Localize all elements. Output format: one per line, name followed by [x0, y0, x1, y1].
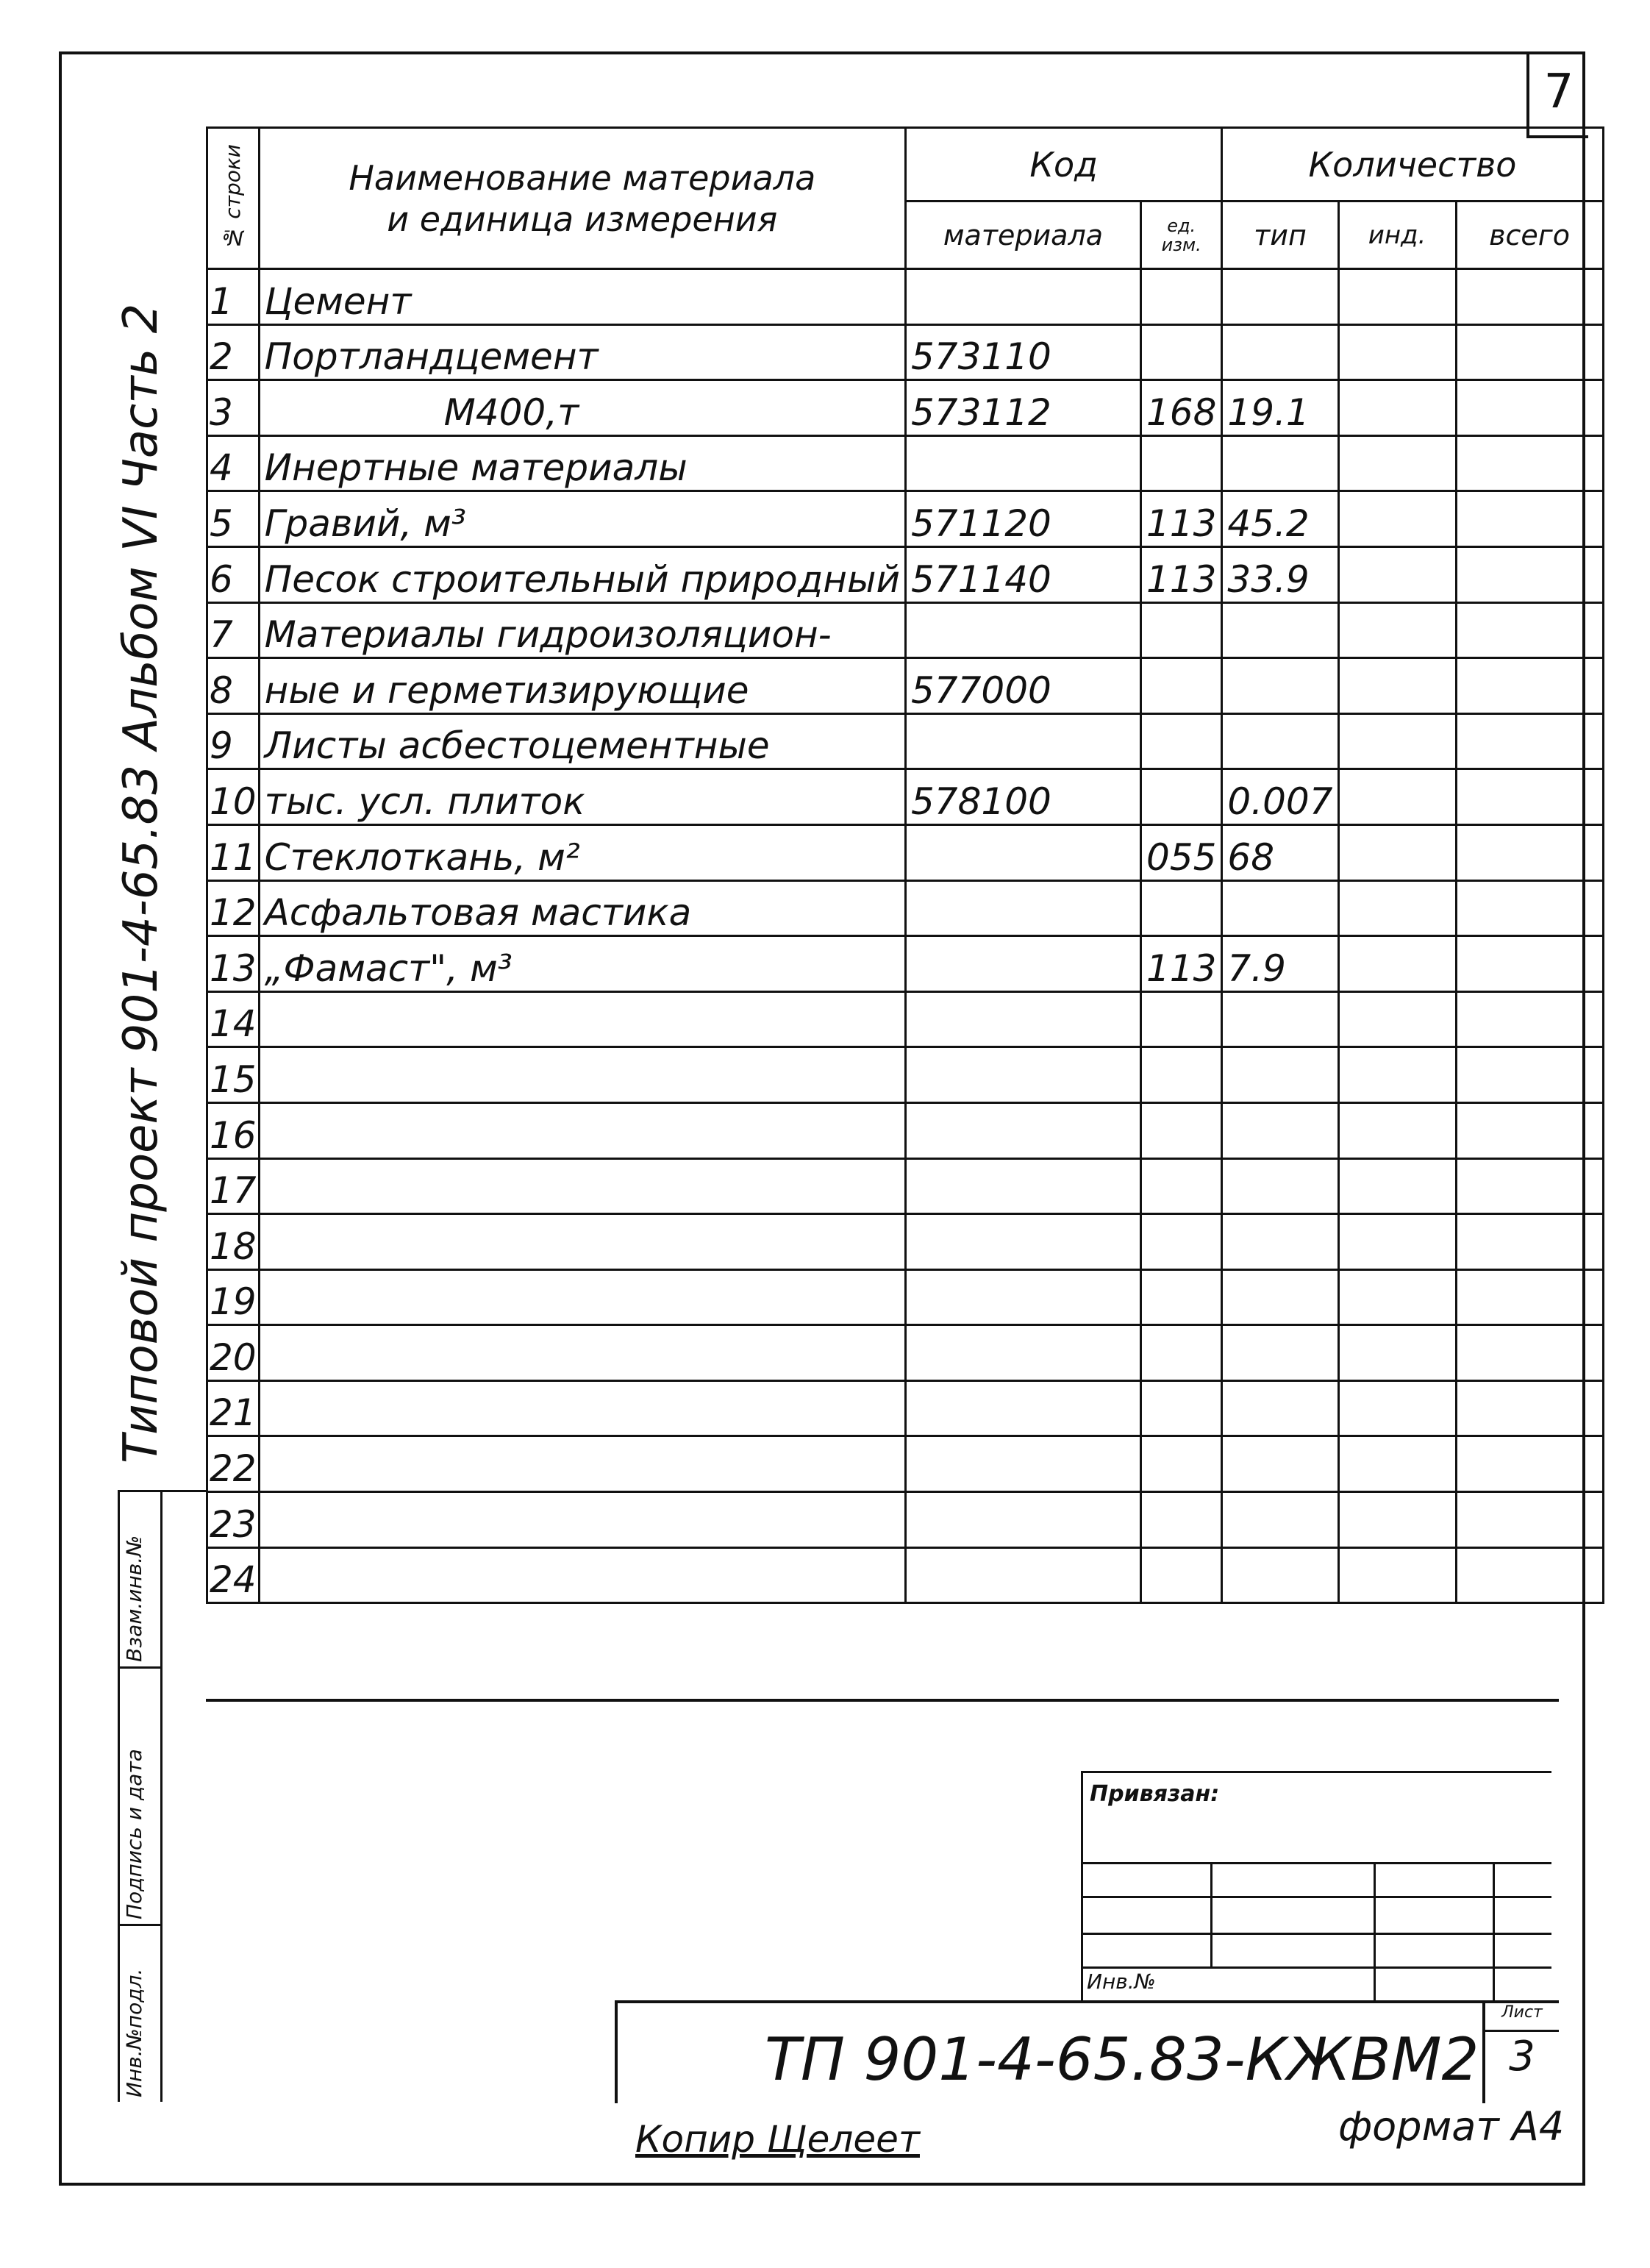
- qty-type: [1222, 1158, 1338, 1214]
- unit-code: [1140, 1547, 1221, 1603]
- material-code: 577000: [905, 658, 1140, 714]
- qty-total: [1456, 936, 1603, 992]
- unit-code: 113: [1140, 491, 1221, 547]
- qty-total: [1456, 324, 1603, 380]
- table-row: [207, 1047, 1604, 1103]
- material-code: 573110: [905, 324, 1140, 380]
- row-number: 6: [207, 546, 260, 602]
- row-number: 18: [207, 1214, 260, 1270]
- header-quantity: Количество: [1222, 128, 1603, 202]
- material-name: [259, 1325, 905, 1381]
- table-row: [207, 602, 1604, 658]
- unit-code: [1140, 1436, 1221, 1492]
- stamp-grid: [1081, 1771, 1551, 2000]
- table-row: [207, 769, 1604, 825]
- qty-ind: [1338, 1380, 1456, 1436]
- row-number: 17: [207, 1158, 260, 1214]
- row-number: 24: [207, 1547, 260, 1603]
- qty-total: [1456, 1158, 1603, 1214]
- table-row: [207, 435, 1604, 491]
- unit-code: [1140, 1380, 1221, 1436]
- unit-code: [1140, 1158, 1221, 1214]
- row-number: 9: [207, 713, 260, 769]
- table-row: [207, 491, 1604, 547]
- qty-ind: [1338, 713, 1456, 769]
- unit-code: 113: [1140, 936, 1221, 992]
- material-code: 571120: [905, 491, 1140, 547]
- table-row: [207, 380, 1604, 436]
- footer-format: формат А4: [1338, 2103, 1565, 2150]
- material-name: [259, 1047, 905, 1103]
- header-row-number: № строки: [207, 128, 260, 269]
- table-row: [207, 1269, 1604, 1325]
- header-code-material: материала: [905, 202, 1140, 269]
- table-row: [207, 324, 1604, 380]
- qty-ind: [1338, 769, 1456, 825]
- header-code-unit: ед. изм.: [1140, 202, 1221, 269]
- table-row: [207, 880, 1604, 936]
- row-number: 4: [207, 435, 260, 491]
- unit-code: 055: [1140, 824, 1221, 880]
- material-name: М400,т: [259, 380, 905, 436]
- row-number: 19: [207, 1269, 260, 1325]
- material-name: тыс. усл. плиток: [259, 769, 905, 825]
- unit-code: [1140, 1047, 1221, 1103]
- material-code: [905, 1325, 1140, 1381]
- sheet-cell: [1482, 2003, 1559, 2103]
- row-number: 13: [207, 936, 260, 992]
- qty-total: [1456, 824, 1603, 880]
- material-name: Инертные материалы: [259, 435, 905, 491]
- material-name: [259, 1492, 905, 1548]
- table-row: [207, 1436, 1604, 1492]
- row-number: 3: [207, 380, 260, 436]
- table-row: [207, 269, 1604, 325]
- qty-type: [1222, 324, 1338, 380]
- qty-total: [1456, 1269, 1603, 1325]
- row-number: 21: [207, 1380, 260, 1436]
- unit-code: [1140, 1492, 1221, 1548]
- material-code: [905, 1436, 1140, 1492]
- qty-ind: [1338, 1047, 1456, 1103]
- row-number: 2: [207, 324, 260, 380]
- table-row: [207, 546, 1604, 602]
- row-number: 14: [207, 991, 260, 1047]
- unit-code: [1140, 658, 1221, 714]
- material-name: „Фамаст", м³: [259, 936, 905, 992]
- qty-type: [1222, 435, 1338, 491]
- material-name: Цемент: [259, 269, 905, 325]
- qty-type: 45.2: [1222, 491, 1338, 547]
- qty-type: [1222, 1325, 1338, 1381]
- qty-ind: [1338, 1436, 1456, 1492]
- qty-ind: [1338, 1492, 1456, 1548]
- qty-ind: [1338, 1269, 1456, 1325]
- row-number: 16: [207, 1102, 260, 1158]
- qty-ind: [1338, 991, 1456, 1047]
- qty-type: [1222, 658, 1338, 714]
- material-name: [259, 1380, 905, 1436]
- material-name: [259, 1269, 905, 1325]
- unit-code: [1140, 713, 1221, 769]
- qty-ind: [1338, 1214, 1456, 1270]
- qty-type: [1222, 1492, 1338, 1548]
- row-number: 1: [207, 269, 260, 325]
- materials-table: [206, 126, 1604, 1604]
- material-name: Листы асбестоцементные: [259, 713, 905, 769]
- row-number: 12: [207, 880, 260, 936]
- qty-ind: [1338, 546, 1456, 602]
- qty-type: 0.007: [1222, 769, 1338, 825]
- qty-total: [1456, 1492, 1603, 1548]
- material-code: [905, 602, 1140, 658]
- qty-total: [1456, 1436, 1603, 1492]
- qty-total: [1456, 713, 1603, 769]
- qty-total: [1456, 880, 1603, 936]
- material-code: [905, 1158, 1140, 1214]
- sheet-label: Лист: [1485, 2003, 1559, 2032]
- material-code: [905, 936, 1140, 992]
- table-row: [207, 1492, 1604, 1548]
- row-number: 20: [207, 1325, 260, 1381]
- qty-total: [1456, 602, 1603, 658]
- row-number: 11: [207, 824, 260, 880]
- table-row: [207, 991, 1604, 1047]
- unit-code: [1140, 1214, 1221, 1270]
- qty-ind: [1338, 1102, 1456, 1158]
- sheet-number: 3: [1509, 2033, 1535, 2080]
- qty-type: [1222, 1380, 1338, 1436]
- unit-code: 168: [1140, 380, 1221, 436]
- material-code: [905, 1380, 1140, 1436]
- qty-ind: [1338, 658, 1456, 714]
- table-row: [207, 658, 1604, 714]
- qty-ind: [1338, 936, 1456, 992]
- qty-total: [1456, 1214, 1603, 1270]
- qty-total: [1456, 1380, 1603, 1436]
- row-number: 23: [207, 1492, 260, 1548]
- unit-code: [1140, 324, 1221, 380]
- qty-total: [1456, 658, 1603, 714]
- unit-code: [1140, 769, 1221, 825]
- row-number: 5: [207, 491, 260, 547]
- material-code: [905, 1047, 1140, 1103]
- material-name: Асфальтовая мастика: [259, 880, 905, 936]
- qty-total: [1456, 991, 1603, 1047]
- material-name: ные и герметизирующие: [259, 658, 905, 714]
- table-row: [207, 713, 1604, 769]
- material-code: [905, 713, 1140, 769]
- unit-code: [1140, 602, 1221, 658]
- qty-ind: [1338, 824, 1456, 880]
- table-row: [207, 1547, 1604, 1603]
- qty-type: [1222, 1436, 1338, 1492]
- qty-total: [1456, 380, 1603, 436]
- material-name: [259, 1547, 905, 1603]
- material-name: Материалы гидроизоляцион-: [259, 602, 905, 658]
- material-code: 578100: [905, 769, 1140, 825]
- row-number: 10: [207, 769, 260, 825]
- row-number: 15: [207, 1047, 260, 1103]
- unit-code: [1140, 880, 1221, 936]
- qty-total: [1456, 269, 1603, 325]
- material-code: 573112: [905, 380, 1140, 436]
- qty-total: [1456, 1102, 1603, 1158]
- header-qty-ind: инд.: [1338, 202, 1456, 269]
- table-row: [207, 936, 1604, 992]
- stamp-label-signature-date: Подпись и дата: [122, 1749, 146, 1919]
- material-name: Портландцемент: [259, 324, 905, 380]
- qty-type: 68: [1222, 824, 1338, 880]
- page-number: 7: [1526, 51, 1588, 138]
- stamp-label-inv-podl: Инв.№подл.: [122, 1968, 146, 2097]
- qty-total: [1456, 546, 1603, 602]
- material-name: Стеклоткань, м²: [259, 824, 905, 880]
- material-name: Песок строительный природный: [259, 546, 905, 602]
- material-code: [905, 991, 1140, 1047]
- qty-type: [1222, 602, 1338, 658]
- material-name: [259, 1436, 905, 1492]
- header-qty-type: тип: [1222, 202, 1338, 269]
- material-code: [905, 880, 1140, 936]
- stamp-label-vzam-inv: Взам.инв.№: [122, 1535, 146, 1662]
- qty-ind: [1338, 1158, 1456, 1214]
- qty-type: [1222, 1047, 1338, 1103]
- table-row: [207, 1102, 1604, 1158]
- material-code: 571140: [905, 546, 1140, 602]
- unit-code: [1140, 991, 1221, 1047]
- unit-code: 113: [1140, 546, 1221, 602]
- row-number: 7: [207, 602, 260, 658]
- qty-type: 33.9: [1222, 546, 1338, 602]
- table-row: [207, 1158, 1604, 1214]
- unit-code: [1140, 435, 1221, 491]
- qty-ind: [1338, 269, 1456, 325]
- qty-type: [1222, 991, 1338, 1047]
- qty-total: [1456, 769, 1603, 825]
- stamp-inv-no: Инв.№: [1087, 1969, 1156, 1994]
- qty-ind: [1338, 380, 1456, 436]
- document-code: ТП 901-4-65.83-КЖВМ2: [765, 2025, 1479, 2094]
- footer-copied-by: Копир Щелеет: [635, 2118, 920, 2161]
- qty-ind: [1338, 602, 1456, 658]
- material-name: Гравий, м³: [259, 491, 905, 547]
- unit-code: [1140, 1325, 1221, 1381]
- row-number: 22: [207, 1436, 260, 1492]
- qty-type: [1222, 1102, 1338, 1158]
- qty-type: 7.9: [1222, 936, 1338, 992]
- material-code: [905, 1492, 1140, 1548]
- material-code: [905, 269, 1140, 325]
- qty-total: [1456, 1547, 1603, 1603]
- qty-ind: [1338, 880, 1456, 936]
- material-code: [905, 1547, 1140, 1603]
- material-code: [905, 1269, 1140, 1325]
- qty-type: [1222, 269, 1338, 325]
- qty-total: [1456, 435, 1603, 491]
- material-name: [259, 1158, 905, 1214]
- stamp-title-cell: [615, 2000, 1559, 2103]
- qty-ind: [1338, 491, 1456, 547]
- qty-total: [1456, 1325, 1603, 1381]
- unit-code: [1140, 1102, 1221, 1158]
- material-name: [259, 991, 905, 1047]
- qty-total: [1456, 1047, 1603, 1103]
- header-material-name: Наименование материала и единица измерения: [259, 128, 905, 269]
- table-row: [207, 1325, 1604, 1381]
- qty-type: [1222, 713, 1338, 769]
- qty-ind: [1338, 324, 1456, 380]
- material-code: [905, 1102, 1140, 1158]
- qty-type: [1222, 1547, 1338, 1603]
- qty-type: 19.1: [1222, 380, 1338, 436]
- header-code: Код: [905, 128, 1221, 202]
- qty-type: [1222, 1214, 1338, 1270]
- qty-type: [1222, 1269, 1338, 1325]
- material-name: [259, 1102, 905, 1158]
- qty-type: [1222, 880, 1338, 936]
- qty-ind: [1338, 435, 1456, 491]
- row-number: 8: [207, 658, 260, 714]
- table-row: [207, 1380, 1604, 1436]
- material-code: [905, 435, 1140, 491]
- table-row: [207, 1214, 1604, 1270]
- header-qty-total: всего: [1456, 202, 1603, 269]
- qty-ind: [1338, 1547, 1456, 1603]
- unit-code: [1140, 269, 1221, 325]
- material-code: [905, 1214, 1140, 1270]
- qty-ind: [1338, 1325, 1456, 1381]
- material-name: [259, 1214, 905, 1270]
- qty-total: [1456, 491, 1603, 547]
- unit-code: [1140, 1269, 1221, 1325]
- stamp-privyazan: Привязан:: [1090, 1781, 1220, 1807]
- table-row: [207, 824, 1604, 880]
- material-code: [905, 824, 1140, 880]
- side-project-title: Типовой проект 901-4-65.83 Альбом VI Часть 2: [114, 303, 168, 1463]
